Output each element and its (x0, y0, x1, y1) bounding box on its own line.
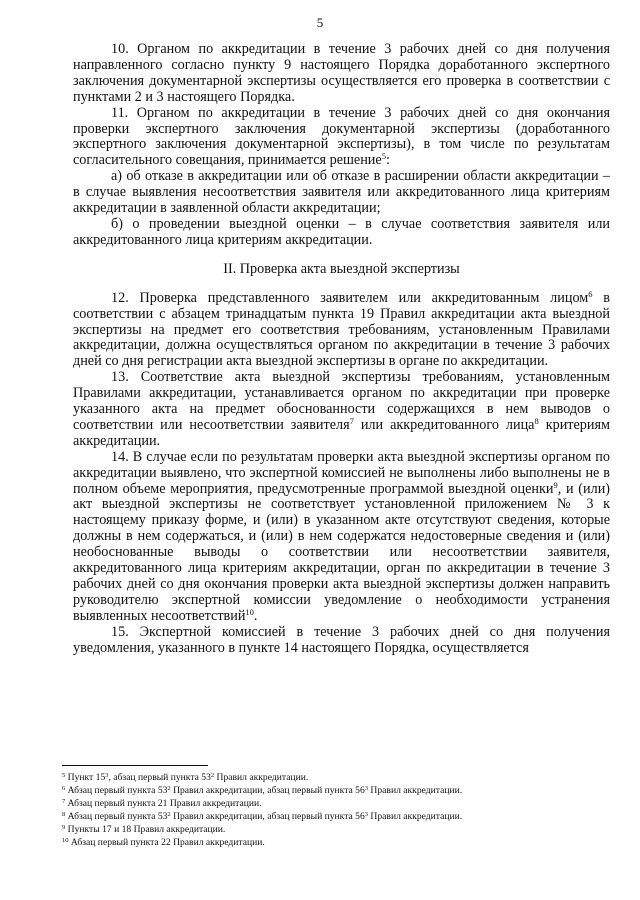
paragraph-11-text: 11. Органом по аккредитации в течение 3 рабочих дней со дня окончания проверки экспертного заключения документарной экспертизы (доработанного экспертного заключения документарной экспертизы), в том числе по результатам согласительного совещания, принимается решение (73, 104, 610, 169)
footnote-superscript: 2 (210, 772, 215, 779)
paragraph-12-part2: в соответствии с абзацем тринадцатым пункта 19 Правил аккредитации акта выездной экспертизы на предмет его соответствия требованиям, установленным Правилами аккредитации, должна осуществляться органом по аккредитации в течение 3 рабочих дней со дня регистрации акта выездной экспертизы в органе по аккредитации. (73, 289, 610, 370)
footnote-text: Абзац первый пункта 53 (67, 785, 168, 796)
paragraph-14-part1: 14. В случае если по результатам проверки акта выездной экспертизы органом по аккредитации выявлено, что экспертной комиссией не выполнены либо выполнены не в полном объеме мероприятия, предусмотренные программой выездной оценки (73, 448, 610, 497)
footnote-5 (62, 771, 610, 784)
paragraph-14-part3: . (253, 607, 258, 624)
footnote-superscript: 2 (167, 811, 171, 818)
paragraph-10: 10. Органом по аккредитации в течение 3 рабочих дней со дня получения направленного согласно пункту 9 настоящего Порядка доработанного экспертного заключения документарной экспертизы осуществляется его проверка в соответствии с пунктами 2 и 3 настоящего Порядка. (73, 41, 610, 105)
footnote-ref-7: 7 (349, 415, 354, 426)
paragraph-14 (73, 450, 610, 625)
footnote-superscript: 3 (105, 772, 109, 779)
paragraph-14-part2: , и (или) акт выездной экспертизы не соответствует установленной приложением № 3 к настоящему приказу форме, и (или) в указанном акте отсутствуют сведения, которые должны в нем содержаться, и (или) в нем содержатся недостоверные сведения и (или) необоснованные выводы о соответствии или несоответствии заявителя, аккредитованного лица критериям аккредитации, орган по аккредитации в течение 3 рабочих дней со дня окончания проверки акта выездной экспертизы должен направить руководителю экспертной комиссии уведомление о необходимости устранения выявленных несоответствий (73, 480, 611, 624)
footnote-text: Пункт 15 (67, 772, 106, 783)
footnotes (62, 771, 610, 849)
footnote-number: 10 (62, 837, 69, 844)
footnote-ref-6: 6 (588, 288, 593, 299)
footnote-superscript: 2 (167, 785, 171, 792)
document-body (73, 42, 610, 657)
paragraph-13-part1: 13. Соответствие акта выездной экспертизы требованиям, установленным Правилами аккредитации, устанавливается органом по аккредитации при проверке указанного акта на предмет обоснованности содержащихся в нем выводов о соответствии или несоответствии заявителя (73, 369, 610, 433)
footnote-text: Правил аккредитации. (214, 772, 309, 783)
paragraph-13-part2: или аккредитованного лица (353, 416, 535, 433)
paragraph-13-part3: критериям аккредитации. (73, 416, 610, 449)
section-heading: II. Проверка акта выездной экспертизы (223, 260, 460, 277)
paragraph-13 (73, 370, 610, 450)
page-number: 5 (316, 15, 324, 30)
paragraph-11a: а) об отказе в аккредитации или об отказе в расширении области аккредитации – в случае выявления несоответствия заявителя или аккредитованного лица критериям аккредитации в заявленной области аккредитации; (73, 168, 610, 217)
footnote-ref-9: 9 (553, 479, 558, 490)
paragraph-11 (73, 106, 610, 170)
footnote-number: 6 (62, 785, 66, 792)
footnote-text: , абзац первый пункта 53 (108, 772, 211, 783)
paragraph-11-end: : (385, 152, 390, 169)
footnote-number: 7 (62, 798, 66, 805)
paragraph-12-part1: 12. Проверка представленного заявителем или аккредитованным лицом (111, 289, 589, 306)
footnote-text: Абзац первый пункта 53 (67, 811, 168, 822)
paragraph-12 (73, 288, 610, 371)
footnote-7 (62, 797, 610, 810)
footnote-10 (62, 836, 610, 849)
footnote-ref-10: 10 (245, 606, 254, 617)
paragraph-15: 15. Экспертной комиссией в течение 3 рабочих дней со дня получения уведомления, указанного в пункте 14 настоящего Порядка, осуществляется (73, 623, 610, 656)
footnote-text: Правил аккредитации, абзац первый пункта 56 (170, 785, 365, 796)
footnote-number: 8 (62, 811, 66, 818)
footnote-8 (62, 810, 610, 823)
footnote-text: Правил аккредитации. (368, 785, 463, 796)
footnote-ref-5: 5 (381, 151, 386, 162)
footnote-6 (62, 784, 610, 797)
footnote-superscript: 3 (364, 811, 369, 818)
footnote-text: Правил аккредитации. (368, 811, 463, 822)
footnote-text: Абзац первый пункта 22 Правил аккредитации. (70, 837, 265, 848)
footnote-9 (62, 823, 610, 836)
footnote-text: Абзац первый пункта 21 Правил аккредитации. (67, 798, 262, 809)
footnote-number: 9 (62, 824, 66, 831)
footnote-text: Правил аккредитации, абзац первый пункта 56 (170, 811, 365, 822)
footnote-separator (62, 765, 208, 766)
footnote-text: Пункты 17 и 18 Правил аккредитации. (67, 824, 226, 835)
footnote-ref-8: 8 (534, 415, 539, 426)
footnote-superscript: 3 (364, 785, 369, 792)
footnote-number: 5 (62, 772, 66, 779)
paragraph-11b: б) о проведении выездной оценки – в случае соответствия заявителя или аккредитованного лица критериям аккредитации. (73, 215, 610, 248)
